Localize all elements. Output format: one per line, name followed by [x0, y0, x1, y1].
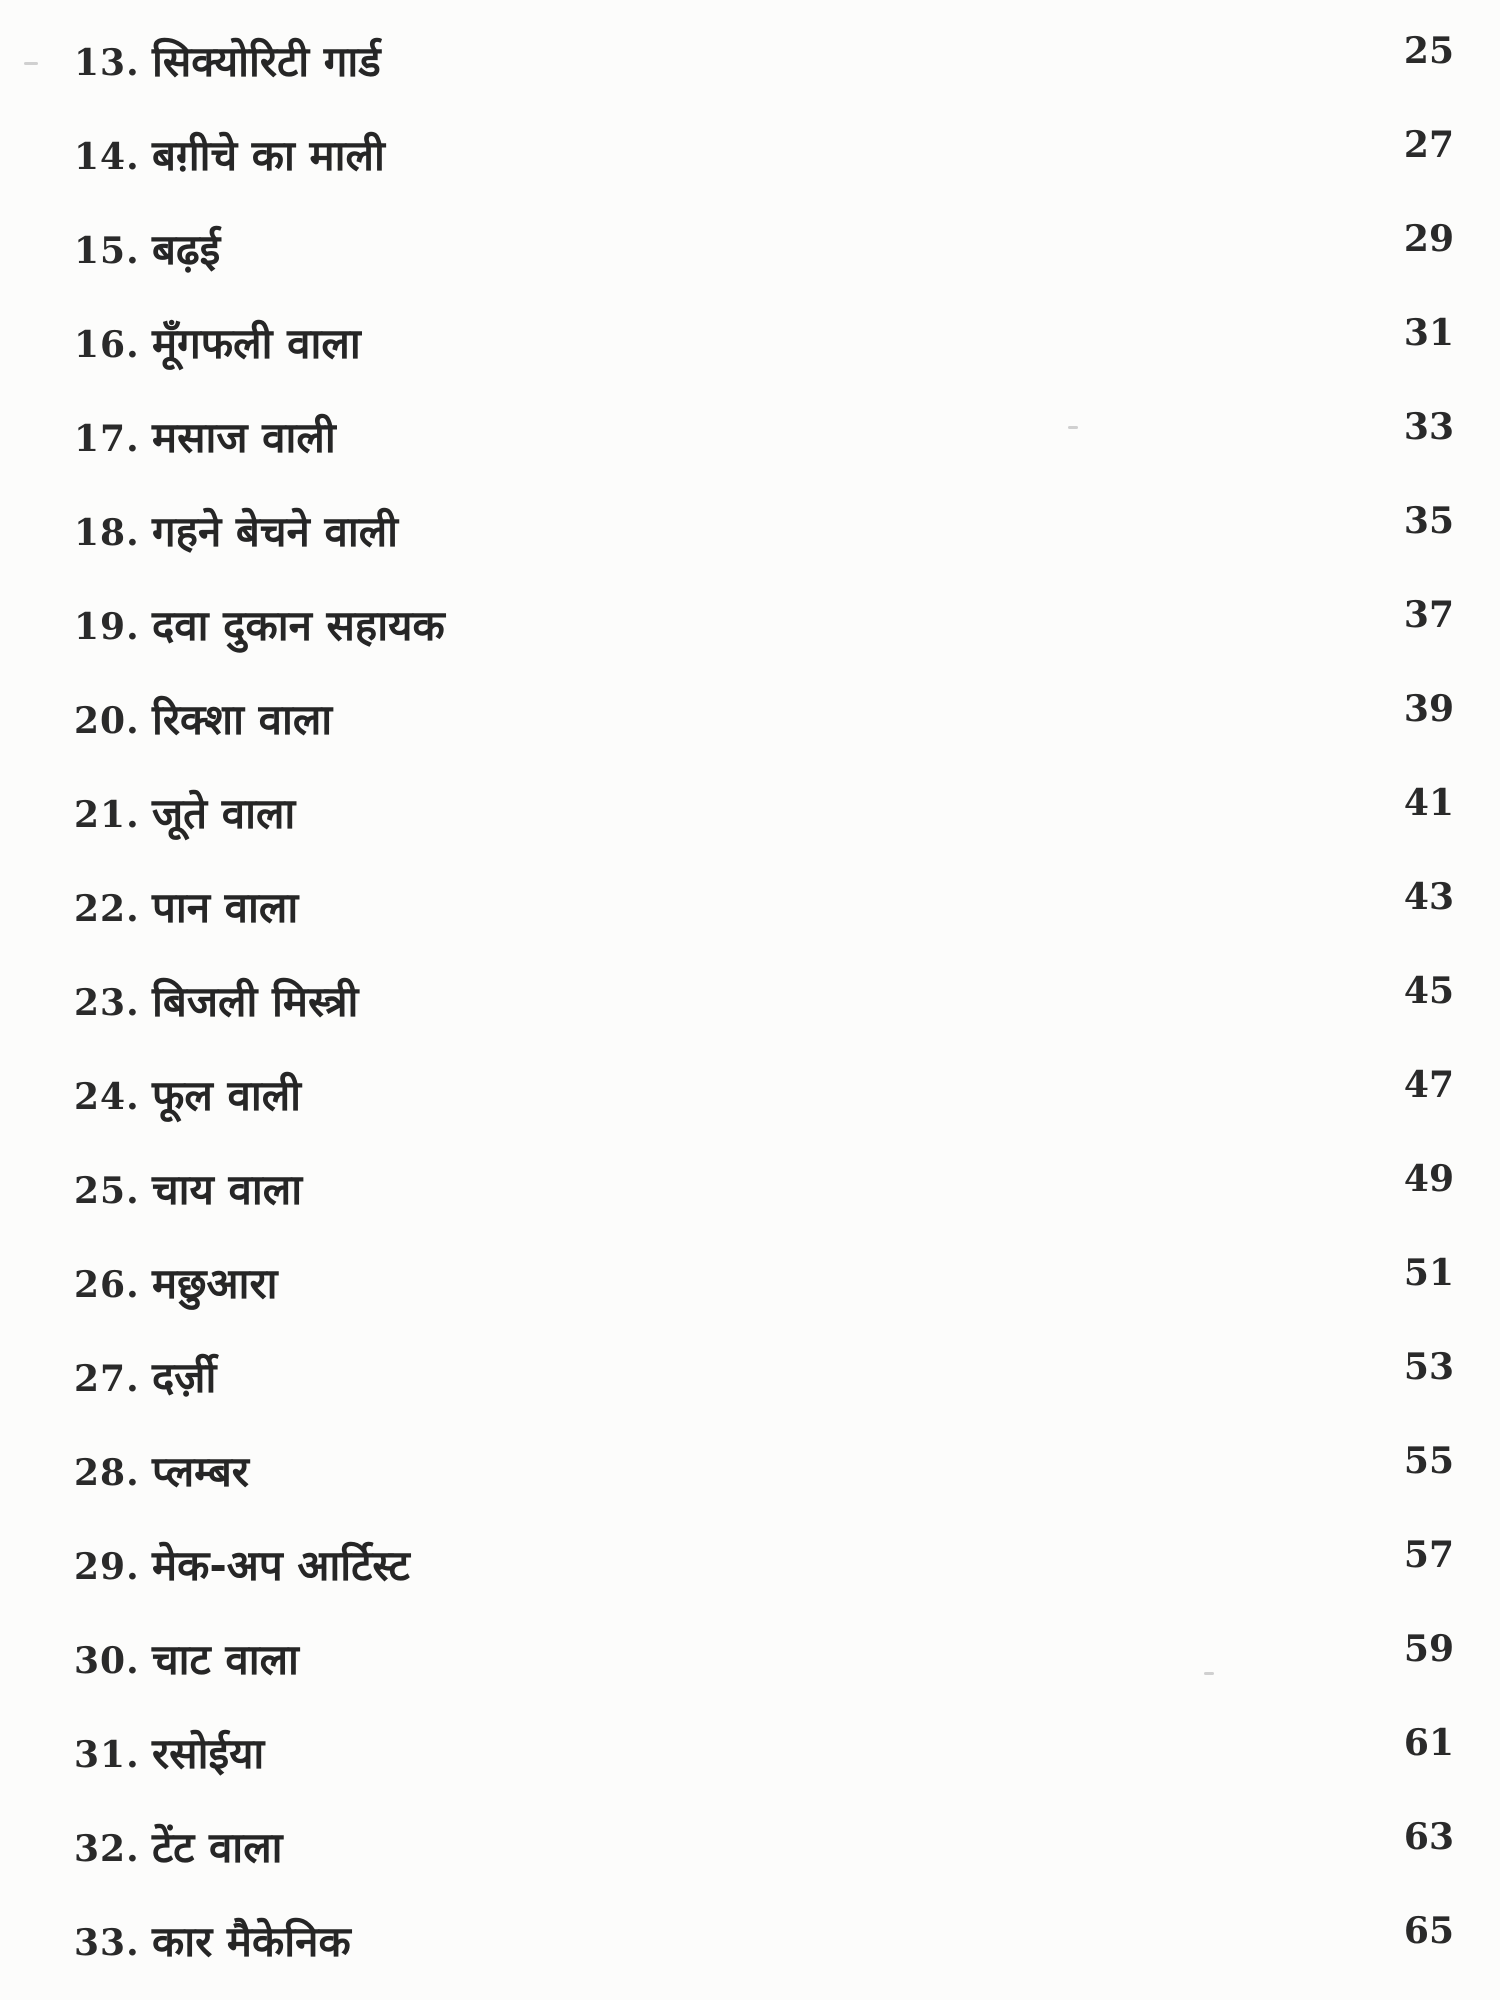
- scan-mark: [24, 62, 38, 65]
- toc-entry: [74, 28, 1454, 88]
- entry-page-number: 31: [1403, 312, 1454, 354]
- entry-page-number: 47: [1403, 1064, 1454, 1106]
- entry-page-number: 37: [1403, 594, 1454, 636]
- toc-entry: [74, 1908, 1454, 1968]
- entry-title: बग़ीचे का माली: [152, 131, 385, 180]
- entry-page-number: 55: [1403, 1440, 1454, 1482]
- entry-title: चाट वाला: [152, 1635, 299, 1684]
- entry-number: 16.: [74, 324, 140, 366]
- entry-page-number: 53: [1403, 1346, 1454, 1388]
- entry-number: 26.: [74, 1264, 140, 1306]
- entry-title: बढ़ई: [152, 225, 221, 274]
- entry-number: 13.: [74, 42, 140, 84]
- entry-number: 24.: [74, 1076, 140, 1118]
- entry-number: 18.: [74, 512, 140, 554]
- toc-entry: [74, 216, 1454, 276]
- entry-page-number: 51: [1403, 1252, 1454, 1294]
- entry-number: 27.: [74, 1358, 140, 1400]
- entry-number: 15.: [74, 230, 140, 272]
- toc-entry: [74, 1062, 1454, 1122]
- toc-entry: [74, 310, 1454, 370]
- entry-number: 25.: [74, 1170, 140, 1212]
- entry-page-number: 39: [1403, 688, 1454, 730]
- entry-title: जूते वाला: [152, 789, 296, 838]
- entry-page-number: 49: [1403, 1158, 1454, 1200]
- entry-number: 19.: [74, 606, 140, 648]
- entry-number: 23.: [74, 982, 140, 1024]
- entry-title: मेक-अप आर्टिस्ट: [152, 1541, 410, 1590]
- entry-number: 32.: [74, 1828, 140, 1870]
- entry-title: मछुआरा: [152, 1259, 278, 1308]
- entry-title: सिक्योरिटी गार्ड: [152, 37, 381, 86]
- entry-number: 21.: [74, 794, 140, 836]
- toc-entry: [74, 686, 1454, 746]
- entry-page-number: 63: [1403, 1816, 1454, 1858]
- entry-page-number: 61: [1403, 1722, 1454, 1764]
- scan-mark: [1204, 1672, 1214, 1675]
- entry-title: मसाज वाली: [152, 413, 336, 462]
- toc-entry: [74, 1438, 1454, 1498]
- entry-page-number: 65: [1403, 1910, 1454, 1952]
- entry-number: 20.: [74, 700, 140, 742]
- toc-entry: [74, 592, 1454, 652]
- entry-page-number: 57: [1403, 1534, 1454, 1576]
- entry-number: 31.: [74, 1734, 140, 1776]
- entry-number: 22.: [74, 888, 140, 930]
- entry-title: कार मैकेनिक: [152, 1917, 351, 1966]
- entry-title: फूल वाली: [152, 1071, 302, 1120]
- toc-entry: [74, 498, 1454, 558]
- entry-title: गहने बेचने वाली: [152, 507, 399, 556]
- entry-page-number: 59: [1403, 1628, 1454, 1670]
- entry-title: टेंट वाला: [152, 1823, 283, 1872]
- entry-title: मूँगफली वाला: [152, 319, 361, 368]
- scan-mark: [1068, 426, 1078, 429]
- entry-number: 33.: [74, 1922, 140, 1964]
- entry-page-number: 25: [1403, 30, 1454, 72]
- toc-entry: [74, 1344, 1454, 1404]
- toc-entry: [74, 1250, 1454, 1310]
- toc-entry: [74, 1814, 1454, 1874]
- entry-number: 28.: [74, 1452, 140, 1494]
- entry-page-number: 27: [1403, 124, 1454, 166]
- toc-entry: [74, 404, 1454, 464]
- entry-number: 29.: [74, 1546, 140, 1588]
- toc-entry: [74, 1626, 1454, 1686]
- entry-page-number: 29: [1403, 218, 1454, 260]
- toc-entry: [74, 122, 1454, 182]
- toc-entry: [74, 968, 1454, 1028]
- entry-page-number: 41: [1403, 782, 1454, 824]
- toc-entry: [74, 1532, 1454, 1592]
- entry-number: 14.: [74, 136, 140, 178]
- entry-title: पान वाला: [152, 883, 299, 932]
- toc-entry: [74, 874, 1454, 934]
- toc-entry: [74, 1156, 1454, 1216]
- entry-title: रिक्शा वाला: [152, 695, 333, 744]
- entry-page-number: 35: [1403, 500, 1454, 542]
- entry-title: दवा दुकान सहायक: [152, 601, 445, 650]
- toc-entry: [74, 780, 1454, 840]
- entry-title: दर्ज़ी: [152, 1353, 217, 1402]
- toc-entry: [74, 1720, 1454, 1780]
- entry-page-number: 43: [1403, 876, 1454, 918]
- entry-page-number: 45: [1403, 970, 1454, 1012]
- entry-title: प्लम्बर: [152, 1447, 249, 1496]
- entry-page-number: 33: [1403, 406, 1454, 448]
- entry-number: 30.: [74, 1640, 140, 1682]
- entry-title: चाय वाला: [152, 1165, 303, 1214]
- entry-number: 17.: [74, 418, 140, 460]
- entry-title: बिजली मिस्त्री: [152, 977, 359, 1026]
- entry-title: रसोईया: [152, 1729, 265, 1778]
